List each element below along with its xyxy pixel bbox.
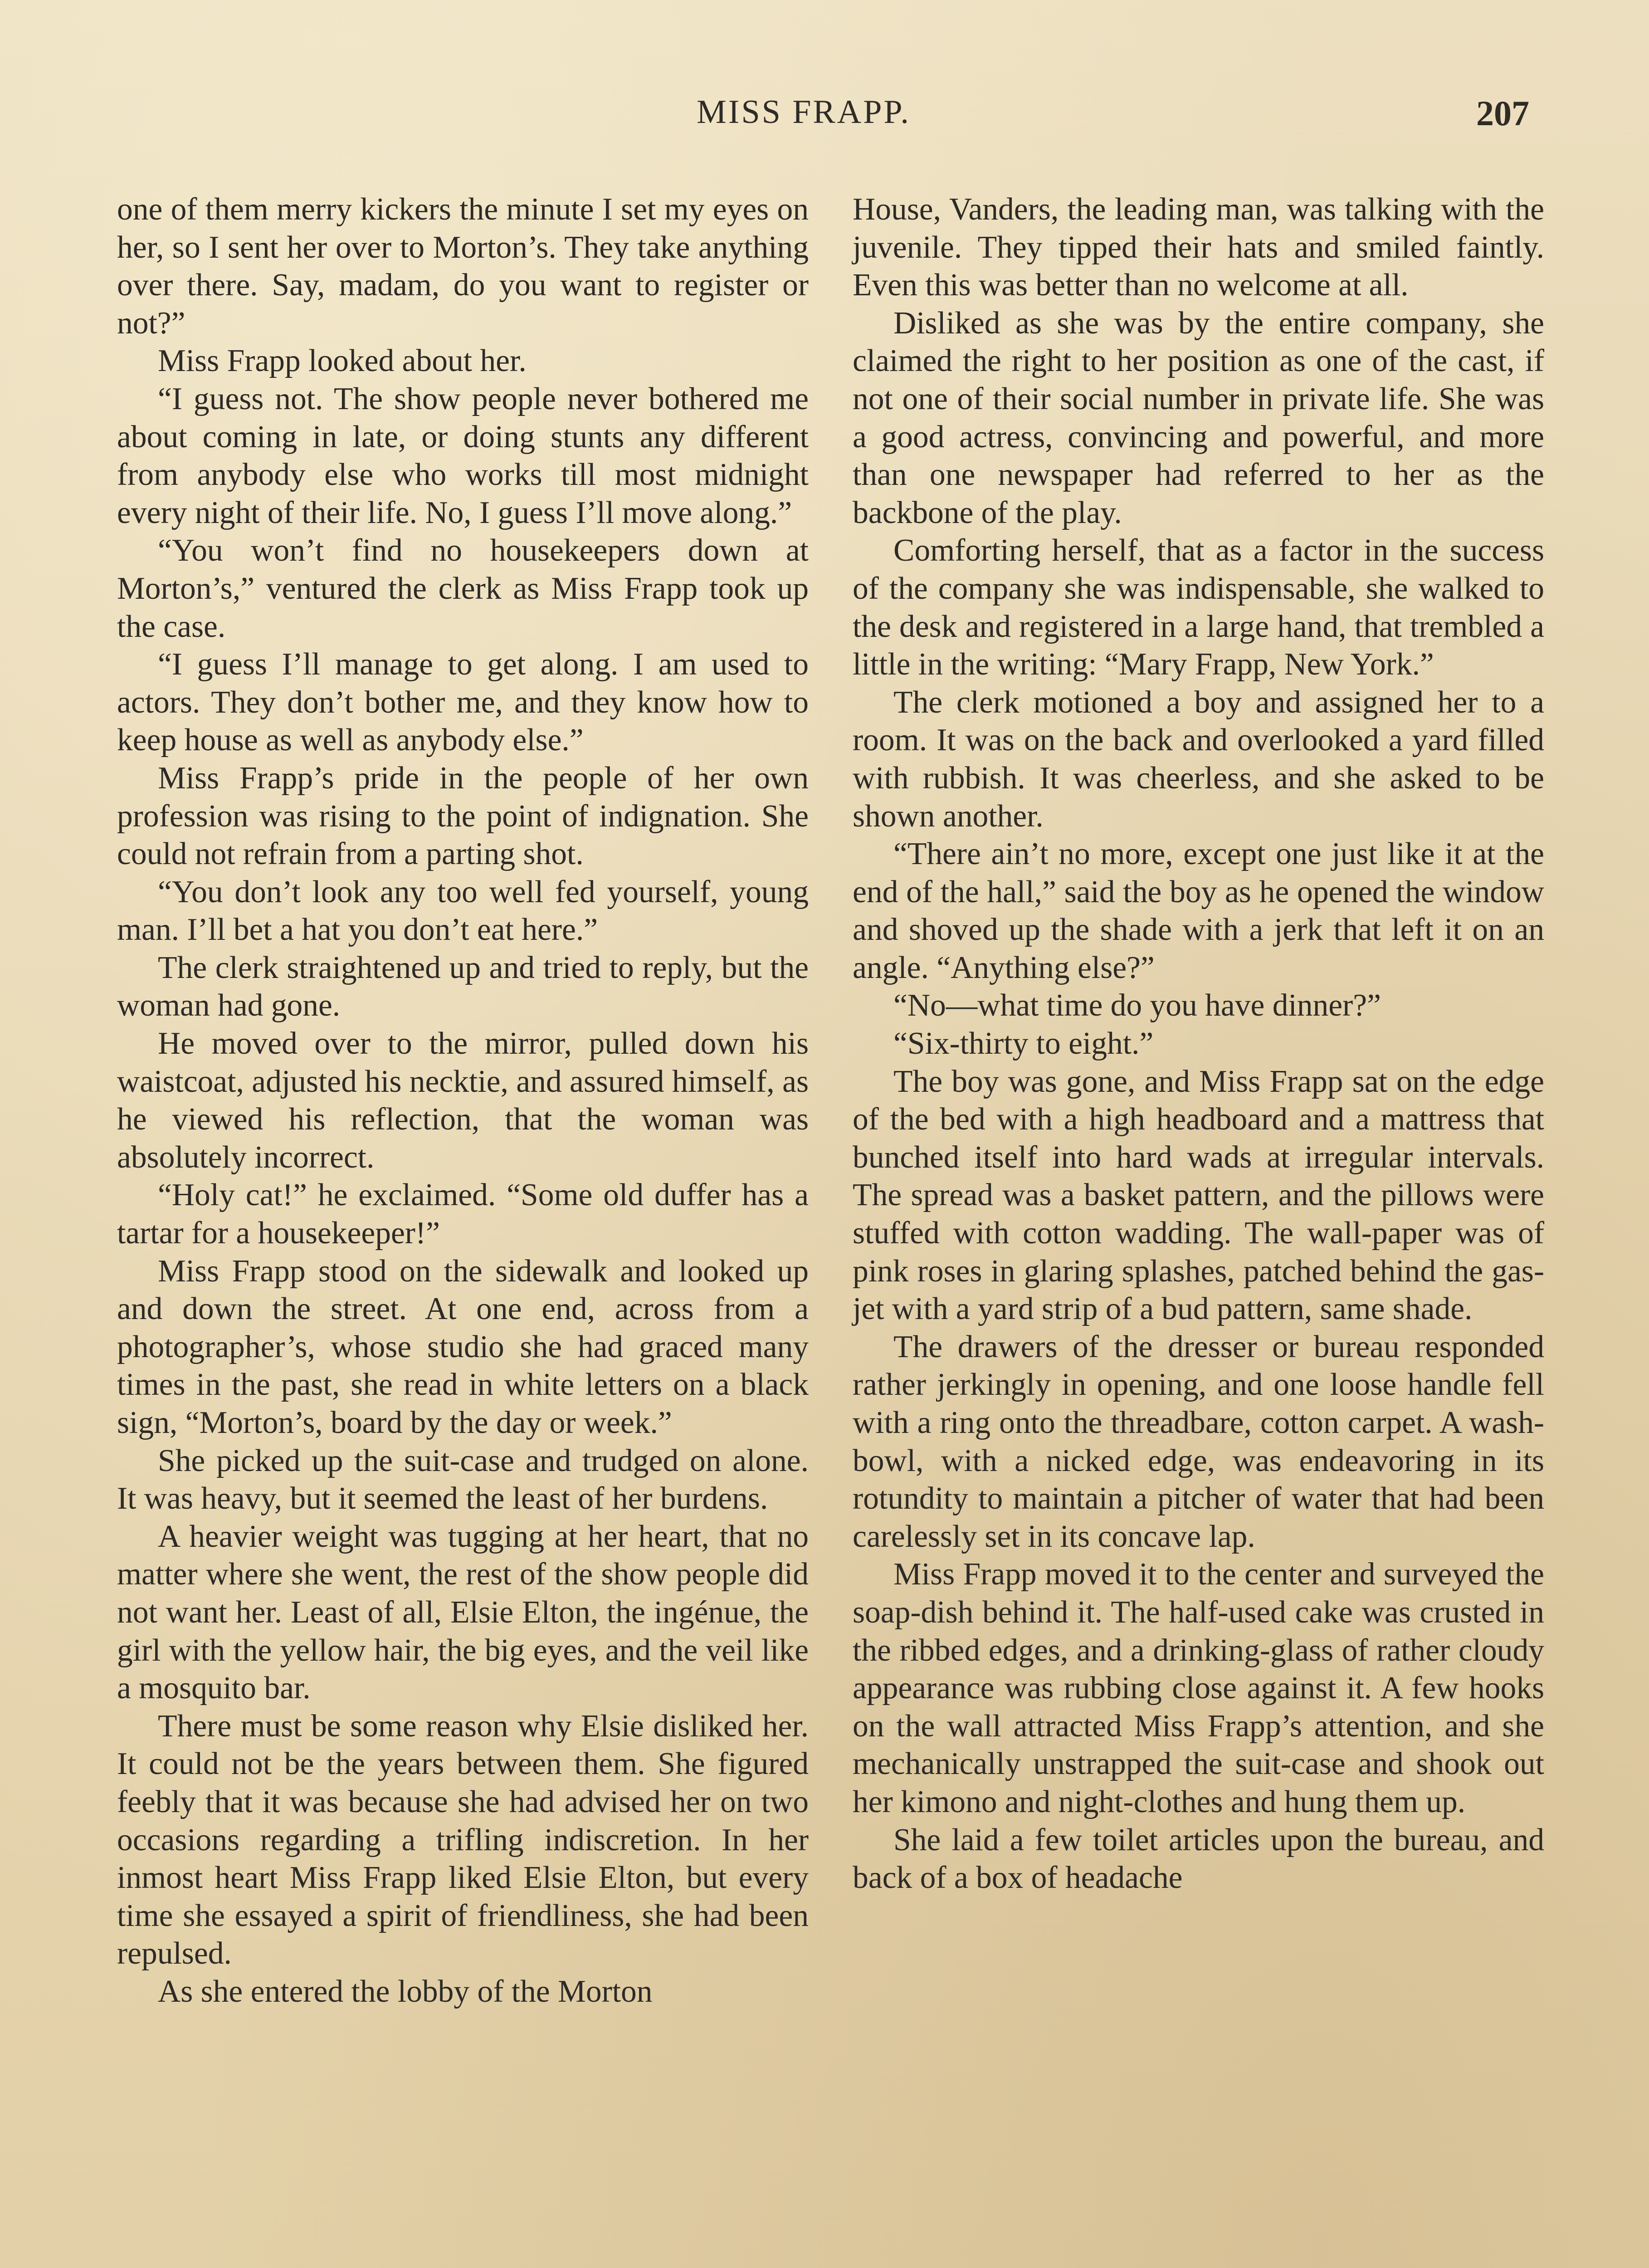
running-head: MISS FRAPP.: [697, 93, 911, 131]
paragraph: As she entered the lobby of the Morton: [158, 1974, 653, 2009]
paragraph: Comforting herself, that as a factor in the success of the company she was indispensable, she walked to the desk and registered in a large hand, that trembled a little in the writing: “Mary Frapp, New York.”: [853, 533, 1544, 682]
paragraph: The boy was gone, and Miss Frapp sat on the edge of the bed with a high headboard and a mattress that bunched itself into hard wads at irregular intervals. The spread was a basket pattern, and the pillows were stuffed with cotton wadding. The wall-paper was of pink roses in glaring splashes, patched behind the gas-jet with a yard strip of a bud pattern, same shade.: [853, 1064, 1544, 1327]
paragraph: There must be some reason why Elsie disliked her. It could not be the years between them. She figured feebly that it was because she had advised her on two occasions regarding a trifling indiscretion. In her inmost heart Miss Frapp liked Elsie Elton, but every time she essayed a spirit of friendliness, she had been repulsed.: [117, 1708, 809, 1971]
paragraph: The clerk straightened up and tried to reply, but the woman had gone.: [117, 950, 809, 1023]
paragraph: “You won’t find no housekeepers down at Morton’s,” ventured the clerk as Miss Frapp took up the case.: [117, 533, 809, 644]
paragraph: one of them merry kickers the minute I set my eyes on her, so I sent her over to Morton’s. They take anything over there. Say, madam, do you want to register or not?”: [117, 192, 809, 341]
paragraph: Miss Frapp’s pride in the people of her own profession was rising to the point of indignation. She could not refrain from a parting shot.: [117, 760, 809, 872]
paragraph: Miss Frapp stood on the sidewalk and looked up and down the street. At one end, across from a photographer’s, whose studio she had graced many times in the past, she read in white letters on a black sign, “Morton’s, board by the day or week.”: [117, 1253, 809, 1440]
page-number: 207: [1476, 93, 1529, 133]
paragraph: “I guess I’ll manage to get along. I am used to actors. They don’t bother me, and they know how to keep house as well as anybody else.”: [117, 647, 809, 758]
paragraph: Disliked as she was by the entire company, she claimed the right to her position as one of the cast, if not one of their social number in private life. She was a good actress, convincing and powerful, and more than one newspaper had referred to her as the backbone of the play.: [853, 305, 1544, 530]
paragraph: “I guess not. The show people never bothered me about coming in late, or doing stunts any different from anybody else who works till most midnight every night of their life. No, I guess I’ll move along.”: [117, 381, 809, 530]
left-text-column: [117, 191, 809, 2011]
paragraph: She picked up the suit-case and trudged on alone. It was heavy, but it seemed the least of her burdens.: [117, 1443, 809, 1516]
right-text-column: [853, 191, 1544, 1897]
paragraph: “Six-thirty to eight.”: [893, 1026, 1154, 1061]
paragraph: House, Vanders, the leading man, was talking with the juvenile. They tipped their hats and smiled faintly. Even this was better than no welcome at all.: [853, 192, 1544, 303]
paragraph: “There ain’t no more, except one just like it at the end of the hall,” said the boy as he opened the window and shoved up the shade with a jerk that left it on an angle. “Anything else?”: [853, 836, 1544, 985]
paragraph: “No—what time do you have dinner?”: [893, 988, 1381, 1023]
paragraph: Miss Frapp looked about her.: [158, 343, 527, 379]
paragraph: The clerk motioned a boy and assigned her to a room. It was on the back and overlooked a yard filled with rubbish. It was cheerless, and she asked to be shown another.: [853, 684, 1544, 834]
paragraph: A heavier weight was tugging at her heart, that no matter where she went, the rest of the show people did not want her. Least of all, Elsie Elton, the ingénue, the girl with the yellow hair, the big eyes, and the veil like a mosquito bar.: [117, 1519, 809, 1706]
paragraph: The drawers of the dresser or bureau responded rather jerkingly in opening, and one loose handle fell with a ring onto the threadbare, cotton carpet. A wash-bowl, with a nicked edge, was endeavoring in its rotundity to maintain a pitcher of water that had been carelessly set in its concave lap.: [853, 1329, 1544, 1554]
paragraph: He moved over to the mirror, pulled down his waistcoat, adjusted his necktie, and assured himself, as he viewed his reflection, that the woman was absolutely incorrect.: [117, 1026, 809, 1175]
paragraph: She laid a few toilet articles upon the bureau, and back of a box of headache: [853, 1822, 1544, 1896]
paragraph: “You don’t look any too well fed yourself, young man. I’ll bet a hat you don’t eat here.”: [117, 874, 809, 948]
paragraph: Miss Frapp moved it to the center and surveyed the soap-dish behind it. The half-used cake was crusted in the ribbed edges, and a drinking-glass of rather cloudy appearance was rubbing close against it. A few hooks on the wall attracted Miss Frapp’s attention, and she mechanically unstrapped the suit-case and shook out her kimono and night-clothes and hung them up.: [853, 1557, 1544, 1819]
paragraph: “Holy cat!” he exclaimed. “Some old duffer has a tartar for a housekeeper!”: [117, 1178, 809, 1251]
